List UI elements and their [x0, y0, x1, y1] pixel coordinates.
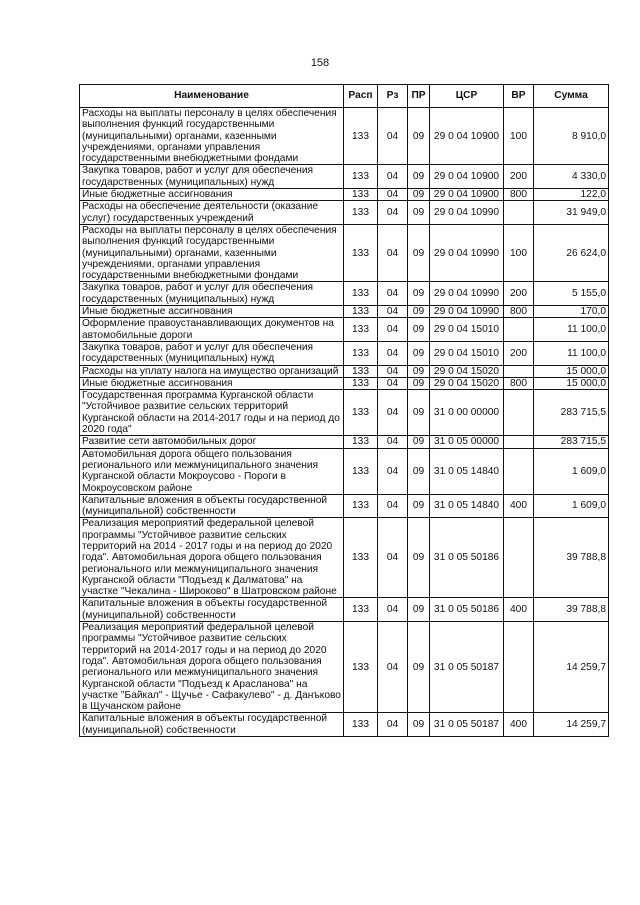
cell-rasp: 133 — [344, 436, 378, 448]
cell-pr: 09 — [408, 598, 430, 622]
cell-csr: 29 0 04 15010 — [430, 318, 504, 342]
cell-sum: 15 000,0 — [534, 377, 609, 389]
cell-rasp: 133 — [344, 282, 378, 306]
cell-sum: 170,0 — [534, 306, 609, 318]
cell-pr: 09 — [408, 108, 430, 165]
cell-name: Оформление правоустанавливающих документов на автомобильные дороги — [80, 318, 344, 342]
cell-sum: 14 259,7 — [534, 713, 609, 737]
cell-rasp: 133 — [344, 189, 378, 201]
cell-sum: 1 609,0 — [534, 448, 609, 494]
cell-pr: 09 — [408, 165, 430, 189]
cell-name: Капитальные вложения в объекты государственной (муниципальной) собственности — [80, 494, 344, 518]
table-row — [80, 224, 609, 281]
col-header-rz: Рз — [378, 85, 408, 108]
cell-vr — [504, 318, 534, 342]
cell-vr — [504, 448, 534, 494]
cell-rz: 04 — [378, 518, 408, 598]
cell-name: Развитие сети автомобильных дорог — [80, 436, 344, 448]
cell-vr: 800 — [504, 306, 534, 318]
table-row — [80, 306, 609, 318]
cell-vr — [504, 390, 534, 436]
cell-vr — [504, 436, 534, 448]
cell-vr: 400 — [504, 494, 534, 518]
cell-vr: 200 — [504, 282, 534, 306]
cell-rasp: 133 — [344, 224, 378, 281]
cell-rasp: 133 — [344, 165, 378, 189]
col-header-sum: Сумма — [534, 85, 609, 108]
cell-sum: 39 788,8 — [534, 598, 609, 622]
cell-rz: 04 — [378, 341, 408, 365]
cell-rasp: 133 — [344, 318, 378, 342]
cell-rz: 04 — [378, 713, 408, 737]
cell-name: Расходы на выплаты персоналу в целях обеспечения выполнения функций государственными (муниципальными) органами, казенными учреждениями, органами управления государственными внебюджетными фондами — [80, 108, 344, 165]
cell-sum: 26 624,0 — [534, 224, 609, 281]
cell-rasp: 133 — [344, 622, 378, 713]
cell-name: Автомобильная дорога общего пользования регионального или межмуниципального значения Курганской области Мокроусово - Пороги в Мокроусовском районе — [80, 448, 344, 494]
table-body — [80, 108, 609, 737]
cell-vr: 800 — [504, 189, 534, 201]
table-row — [80, 318, 609, 342]
cell-name: Расходы на выплаты персоналу в целях обеспечения выполнения функций государственными (муниципальными) органами, казенными учреждениями, органами управления государственными внебюджетными фондами — [80, 224, 344, 281]
table-row — [80, 390, 609, 436]
col-header-name: Наименование — [80, 85, 344, 108]
cell-rz: 04 — [378, 494, 408, 518]
cell-rasp: 133 — [344, 306, 378, 318]
cell-pr: 09 — [408, 306, 430, 318]
cell-vr: 200 — [504, 165, 534, 189]
cell-rz: 04 — [378, 598, 408, 622]
cell-name: Реализация мероприятий федеральной целевой программы "Устойчивое развитие сельских территорий на 2014 - 2017 годы и на период до 2020 года". Автомобильная дорога общего пользования регионального или межмуниципального значения Курганской области "Подъезд к Далматова" на участке "Чекалина - Широково" в Шатровском районе — [80, 518, 344, 598]
cell-rasp: 133 — [344, 365, 378, 377]
cell-pr: 09 — [408, 377, 430, 389]
cell-pr: 09 — [408, 365, 430, 377]
table-row — [80, 518, 609, 598]
cell-pr: 09 — [408, 318, 430, 342]
table-row — [80, 598, 609, 622]
cell-vr — [504, 622, 534, 713]
cell-rz: 04 — [378, 189, 408, 201]
table-row — [80, 448, 609, 494]
cell-rz: 04 — [378, 224, 408, 281]
cell-pr: 09 — [408, 189, 430, 201]
cell-name: Капитальные вложения в объекты государственной (муниципальной) собственности — [80, 713, 344, 737]
cell-rasp: 133 — [344, 390, 378, 436]
cell-name: Закупка товаров, работ и услуг для обеспечения государственных (муниципальных) нужд — [80, 341, 344, 365]
cell-vr: 100 — [504, 224, 534, 281]
cell-sum: 1 609,0 — [534, 494, 609, 518]
table-row — [80, 108, 609, 165]
cell-sum: 15 000,0 — [534, 365, 609, 377]
cell-sum: 11 100,0 — [534, 318, 609, 342]
cell-pr: 09 — [408, 224, 430, 281]
cell-rasp: 133 — [344, 598, 378, 622]
col-header-csr: ЦСР — [430, 85, 504, 108]
cell-name: Иные бюджетные ассигнования — [80, 377, 344, 389]
cell-pr: 09 — [408, 436, 430, 448]
cell-sum: 5 155,0 — [534, 282, 609, 306]
cell-sum: 31 949,0 — [534, 201, 609, 225]
table-row — [80, 282, 609, 306]
cell-csr: 29 0 04 10990 — [430, 306, 504, 318]
cell-csr: 29 0 04 10990 — [430, 201, 504, 225]
budget-table — [79, 84, 609, 737]
cell-pr: 09 — [408, 341, 430, 365]
cell-pr: 09 — [408, 622, 430, 713]
cell-vr — [504, 518, 534, 598]
cell-csr: 29 0 04 15020 — [430, 365, 504, 377]
cell-sum: 8 910,0 — [534, 108, 609, 165]
cell-pr: 09 — [408, 282, 430, 306]
header-row — [80, 85, 609, 108]
cell-rz: 04 — [378, 622, 408, 713]
table-row — [80, 341, 609, 365]
cell-csr: 29 0 04 10900 — [430, 108, 504, 165]
table-row — [80, 713, 609, 737]
cell-csr: 31 0 05 50186 — [430, 598, 504, 622]
cell-rz: 04 — [378, 201, 408, 225]
cell-name: Капитальные вложения в объекты государственной (муниципальной) собственности — [80, 598, 344, 622]
cell-name: Иные бюджетные ассигнования — [80, 306, 344, 318]
cell-csr: 29 0 04 15020 — [430, 377, 504, 389]
cell-name: Закупка товаров, работ и услуг для обеспечения государственных (муниципальных) нужд — [80, 165, 344, 189]
cell-csr: 29 0 04 10990 — [430, 282, 504, 306]
cell-sum: 122,0 — [534, 189, 609, 201]
cell-rz: 04 — [378, 318, 408, 342]
cell-vr — [504, 365, 534, 377]
cell-csr: 31 0 05 14840 — [430, 494, 504, 518]
table-row — [80, 165, 609, 189]
cell-rz: 04 — [378, 306, 408, 318]
cell-name: Закупка товаров, работ и услуг для обеспечения государственных (муниципальных) нужд — [80, 282, 344, 306]
cell-rasp: 133 — [344, 341, 378, 365]
cell-rz: 04 — [378, 377, 408, 389]
cell-name: Иные бюджетные ассигнования — [80, 189, 344, 201]
cell-sum: 39 788,8 — [534, 518, 609, 598]
cell-rz: 04 — [378, 108, 408, 165]
page-number: 158 — [310, 57, 330, 69]
cell-csr: 31 0 05 14840 — [430, 448, 504, 494]
cell-csr: 29 0 04 10990 — [430, 224, 504, 281]
cell-sum: 11 100,0 — [534, 341, 609, 365]
cell-rz: 04 — [378, 165, 408, 189]
table-row — [80, 494, 609, 518]
cell-name: Расходы на уплату налога на имущество организаций — [80, 365, 344, 377]
cell-pr: 09 — [408, 713, 430, 737]
cell-csr: 31 0 00 00000 — [430, 390, 504, 436]
cell-vr: 200 — [504, 341, 534, 365]
cell-pr: 09 — [408, 390, 430, 436]
col-header-vr: ВР — [504, 85, 534, 108]
cell-rasp: 133 — [344, 494, 378, 518]
cell-csr: 31 0 05 00000 — [430, 436, 504, 448]
cell-rasp: 133 — [344, 518, 378, 598]
cell-csr: 31 0 05 50186 — [430, 518, 504, 598]
cell-rasp: 133 — [344, 713, 378, 737]
cell-pr: 09 — [408, 518, 430, 598]
cell-rasp: 133 — [344, 448, 378, 494]
table-row — [80, 189, 609, 201]
table-row — [80, 436, 609, 448]
cell-rz: 04 — [378, 365, 408, 377]
cell-sum: 4 330,0 — [534, 165, 609, 189]
cell-sum: 283 715,5 — [534, 436, 609, 448]
cell-csr: 31 0 05 50187 — [430, 713, 504, 737]
cell-rasp: 133 — [344, 108, 378, 165]
cell-rasp: 133 — [344, 377, 378, 389]
cell-csr: 29 0 04 10900 — [430, 165, 504, 189]
cell-name: Расходы на обеспечение деятельности (оказание услуг) государственных учреждений — [80, 201, 344, 225]
cell-rz: 04 — [378, 436, 408, 448]
cell-name: Реализация мероприятий федеральной целевой программы "Устойчивое развитие сельских территорий на 2014-2017 годы и на период до 2020 года". Автомобильная дорога общего пользования регионального или межмуниципального значения Курганской области "Подъезд к Арасланова" на участке "Байкал" - Щучье - Сафакулево" - д. Данъково в Щучанском районе — [80, 622, 344, 713]
cell-pr: 09 — [408, 201, 430, 225]
cell-name: Государственная программа Курганской области "Устойчивое развитие сельских территорий Курганской области на 2014-2017 годы и на период до 2020 года" — [80, 390, 344, 436]
cell-rz: 04 — [378, 282, 408, 306]
col-header-rasp: Расп — [344, 85, 378, 108]
cell-vr: 400 — [504, 598, 534, 622]
cell-csr: 29 0 04 10900 — [430, 189, 504, 201]
table-row — [80, 622, 609, 713]
col-header-pr: ПР — [408, 85, 430, 108]
cell-rz: 04 — [378, 390, 408, 436]
cell-csr: 29 0 04 15010 — [430, 341, 504, 365]
cell-pr: 09 — [408, 448, 430, 494]
cell-rasp: 133 — [344, 201, 378, 225]
cell-vr: 100 — [504, 108, 534, 165]
cell-vr — [504, 201, 534, 225]
cell-rz: 04 — [378, 448, 408, 494]
table-row — [80, 377, 609, 389]
cell-csr: 31 0 05 50187 — [430, 622, 504, 713]
table-row — [80, 365, 609, 377]
cell-pr: 09 — [408, 494, 430, 518]
cell-vr: 400 — [504, 713, 534, 737]
cell-vr: 800 — [504, 377, 534, 389]
cell-sum: 14 259,7 — [534, 622, 609, 713]
cell-sum: 283 715,5 — [534, 390, 609, 436]
table-row — [80, 201, 609, 225]
